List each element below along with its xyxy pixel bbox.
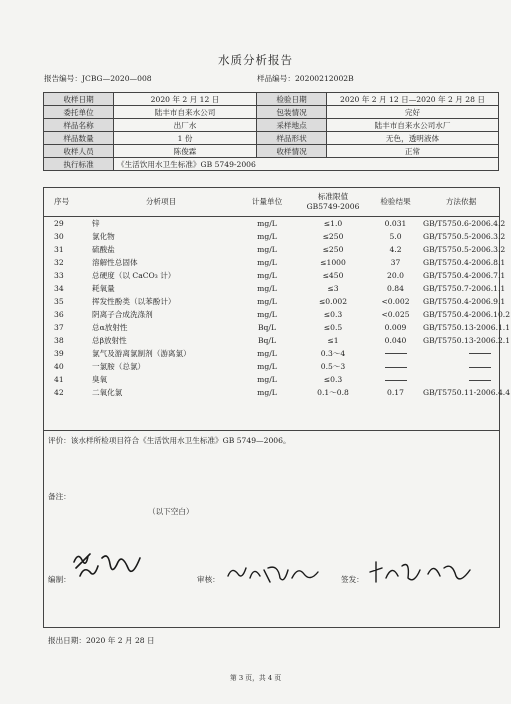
row-limit: ≤250 [322,244,344,254]
results-table [44,188,511,400]
table-row [44,347,499,360]
row-method: GB/T5750.5-2006.3.2 [423,244,506,254]
row-unit: mg/L [257,244,277,254]
table-row [44,282,499,295]
info-label: 采样地点 [257,119,327,132]
row-method: GB/T5750.5-2006.3.2 [423,231,506,241]
row-item: 溶解性总固体 [92,257,138,267]
table-row [44,256,499,269]
row-unit: mg/L [257,270,277,280]
row-number: 34 [54,283,64,293]
row-number: 42 [54,388,64,398]
table-row [44,217,499,231]
empty-dash [385,353,407,354]
row-method [423,347,499,360]
row-number: 40 [54,362,64,372]
info-value: 出厂水 [114,119,257,132]
table-row [44,295,499,308]
row-result: 4.2 [389,244,402,254]
signer-signature-image [366,558,476,586]
row-result: 0.84 [387,283,404,293]
row-item: 阴离子合成洗涤剂 [92,309,153,319]
info-label: 样品形状 [257,132,327,145]
row-number: 39 [54,348,64,358]
row-number: 41 [54,375,64,385]
header-result: 检验结果 [368,188,423,217]
info-label: 检验日期 [257,93,327,106]
row-result [368,361,423,374]
row-limit: ≤3 [327,283,339,293]
row-unit: mg/L [257,257,277,267]
row-method: GB/T5750.13-2006.2.1 [423,335,511,345]
empty-dash [469,380,491,381]
reviewer-signature [224,560,324,586]
standard-row [44,158,499,171]
reviewer-signature-image [224,560,324,586]
table-row [44,308,499,321]
row-method: GB/T5750.4-2006.7.1 [423,270,506,280]
row-result: 37 [390,257,401,267]
row-method: GB/T5750.4-2006.9.1 [423,296,506,306]
row-result: 0.040 [384,335,407,345]
results-header-row [44,188,499,217]
row-result: <0.002 [381,296,410,306]
evaluation-text: 评价：该水样所检项目符合《生活饮用水卫生标准》GB 5749—2006。 [48,436,291,445]
row-method: GB/T5750.7-2006.1.1 [423,283,506,293]
row-item: 总α放射性 [92,322,128,332]
info-value: 无色，透明液体 [327,132,499,145]
row-unit: mg/L [257,362,277,372]
row-method: GB/T5750.6-2006.4.2 [423,218,506,228]
info-label: 委托单位 [44,106,114,119]
compiler-signature-image [68,548,148,584]
row-unit: mg/L [257,348,277,358]
row-item: 氯化物 [92,231,115,241]
row-number: 37 [54,322,64,332]
table-row [44,387,499,400]
row-number: 38 [54,335,64,345]
row-result: 20.0 [387,270,404,280]
header-unit: 计量单位 [236,188,298,217]
row-item: 锌 [92,218,100,228]
empty-dash [385,367,407,368]
row-number: 33 [54,270,64,280]
row-item: 氯气及游离氯制剂（游离氯） [92,348,191,358]
table-row [44,361,499,374]
empty-dash [469,353,491,354]
row-method [423,374,499,387]
report-number: 报告编号：JCBG—2020—008 [44,74,152,83]
info-row [44,106,499,119]
info-value: 正常 [327,145,499,158]
standard-value: 《生活饮用水卫生标准》GB 5749-2006 [114,158,499,171]
row-method: GB/T5750.13-2006.1.1 [423,322,511,332]
header-limit-line1: 标准限值 [317,192,349,201]
row-unit: mg/L [257,283,277,293]
signer-signature [366,558,476,586]
table-row [44,269,499,282]
empty-dash [469,367,491,368]
row-number: 36 [54,309,64,319]
evaluation-divider [44,430,499,431]
info-value: 2020 年 2 月 12 日 [114,93,257,106]
row-method: GB/T5750.4-2006.10.2 [423,309,511,319]
info-value: 陆丰市自来水公司水厂 [327,119,499,132]
info-label: 样品数量 [44,132,114,145]
row-result: <0.025 [381,309,410,319]
compiler-signature [68,548,148,584]
info-label: 收样人员 [44,145,114,158]
info-row [44,119,499,132]
row-result: 0.031 [384,218,407,228]
info-label: 包装情况 [257,106,327,119]
row-limit: 0.5～3 [320,362,346,372]
row-unit: mg/L [257,296,277,306]
blank-note: （以下空白） [148,507,194,516]
info-label: 收样日期 [44,93,114,106]
row-number: 29 [54,218,64,228]
row-limit: ≤1000 [320,257,346,267]
row-unit: mg/L [257,231,277,241]
row-item: 一氯胺（总氯） [92,362,146,372]
info-value: 陆丰市自来水公司 [114,106,257,119]
row-limit: 0.1～0.8 [317,388,349,398]
row-result [368,374,423,387]
results-section [43,187,511,645]
row-number: 35 [54,296,64,306]
row-method: GB/T5750.11-2006.4.4 [423,388,511,398]
row-item: 臭氧 [92,375,108,385]
info-label: 样品名称 [44,119,114,132]
signer-label: 签发： [341,575,364,584]
header-method: 方法依据 [423,188,499,217]
info-row [44,145,499,158]
row-limit: ≤1.0 [323,218,343,228]
header-limit-line2: GB5749-2006 [306,202,360,211]
table-row [44,321,499,334]
row-method: GB/T5750.4-2006.8.1 [423,257,506,267]
row-item: 挥发性酚类（以苯酚计） [92,296,176,306]
info-row [44,132,499,145]
row-unit: mg/L [257,218,277,228]
info-value: 2020 年 2 月 12 日—2020 年 2 月 28 日 [327,93,499,106]
row-limit: ≤250 [322,231,344,241]
row-unit: mg/L [257,309,277,319]
table-row [44,230,499,243]
sample-number: 样品编号：20200212002B [257,74,354,83]
row-unit: mg/L [257,375,277,385]
row-result [368,347,423,360]
header-seq: 序号 [44,188,86,217]
table-row [44,334,499,347]
row-item: 总硬度（以 CaCO₃ 计） [92,270,176,280]
row-number: 30 [54,231,64,241]
row-limit: ≤0.3 [323,309,343,319]
row-result: 5.0 [389,231,402,241]
standard-label: 执行标准 [44,158,114,171]
empty-dash [385,380,407,381]
row-item: 硫酸盐 [92,244,115,254]
row-unit: Bq/L [257,335,277,345]
row-unit: Bq/L [257,322,277,332]
page-number: 第 3 页，共 4 页 [229,674,282,682]
info-value: 完好 [327,106,499,119]
header-item: 分析项目 [86,188,236,217]
row-number: 32 [54,257,64,267]
row-limit: ≤0.002 [318,296,348,306]
row-limit: ≤0.3 [323,375,343,385]
row-method [423,361,499,374]
remarks-label: 备注： [48,492,71,501]
info-value: 1 份 [114,132,257,145]
row-number: 31 [54,244,64,254]
row-limit: 0.3～4 [320,348,346,358]
row-item: 二氧化氯 [92,388,123,398]
row-result: 0.009 [384,322,407,332]
info-label: 收样情况 [257,145,327,158]
compiler-label: 编制： [48,575,71,584]
header-limit [298,188,368,217]
row-item: 总β放射性 [92,335,127,345]
page-title: 水质分析报告 [218,53,293,67]
row-result: 0.17 [387,388,404,398]
row-unit: mg/L [257,388,277,398]
row-limit: ≤0.5 [323,322,343,332]
row-item: 耗氧量 [92,283,115,293]
table-row [44,374,499,387]
info-row [44,93,499,106]
issue-date: 报出日期：2020 年 2 月 28 日 [48,636,155,645]
row-limit: ≤450 [322,270,344,280]
info-value: 陈俊霖 [114,145,257,158]
row-limit: ≤1 [327,335,339,345]
reviewer-label: 审核： [197,575,220,584]
sample-info-table [43,92,499,171]
table-row [44,243,499,256]
